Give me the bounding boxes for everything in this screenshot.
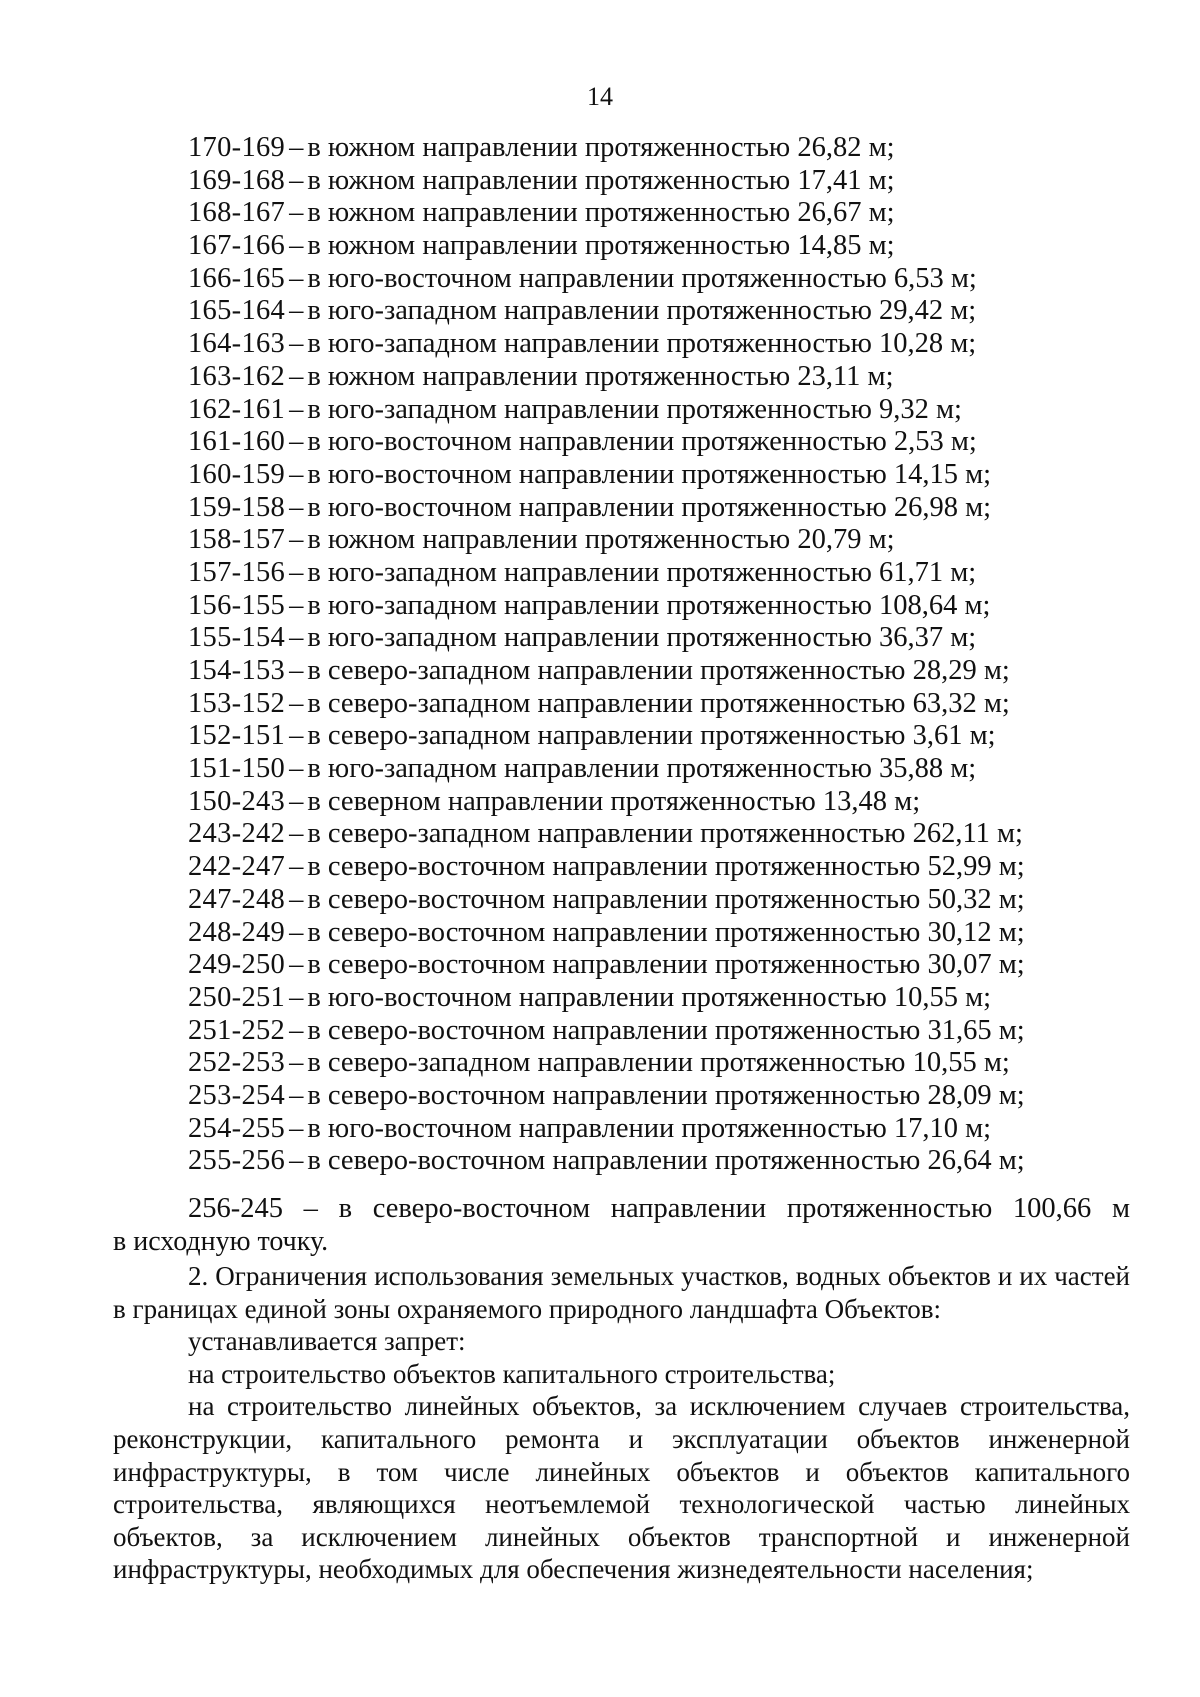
segment-code: 150-243 (188, 785, 286, 817)
restrictions-section (113, 1260, 1130, 1586)
segment-line (188, 818, 1088, 851)
segment-line (188, 851, 1088, 884)
ban-item: на строительство объектов капитального строительства; (188, 1358, 836, 1389)
segment-dash: – (289, 1079, 304, 1111)
final-segment-continuation: в исходную точку. (113, 1225, 329, 1257)
segment-code: 254-255 (188, 1112, 286, 1144)
segment-code: 151-150 (188, 753, 286, 785)
segment-description: в юго-западном направлении протяженностью 36,37 м; (307, 622, 977, 654)
segment-code: 153-152 (188, 687, 286, 719)
segment-line (188, 590, 1088, 623)
segment-description: в северо-восточном направлении протяженностью 30,07 м; (307, 949, 1025, 981)
segment-description: в северо-восточном направлении протяженностью 26,64 м; (307, 1145, 1025, 1177)
segment-dash: – (289, 785, 304, 817)
segment-dash: – (289, 622, 304, 654)
segment-dash: – (289, 851, 304, 883)
segment-description: в юго-западном направлении протяженностью 108,64 м; (307, 589, 991, 621)
segment-description: в северо-восточном направлении протяженностью 52,99 м; (307, 851, 1025, 883)
final-segment-word: направлении (610, 1193, 767, 1224)
segment-description: в юго-западном направлении протяженностью 61,71 м; (307, 556, 977, 588)
segment-description: в юго-восточном направлении протяженностью 26,98 м; (307, 491, 992, 523)
segment-dash: – (289, 556, 304, 588)
segment-description: в северо-восточном направлении протяженностью 30,12 м; (307, 916, 1025, 948)
segment-dash: – (289, 753, 304, 785)
segment-code: 167-166 (188, 230, 286, 262)
segment-description: в северо-западном направлении протяженностью 3,61 м; (307, 720, 996, 752)
final-segment-word: протяженностью (786, 1193, 993, 1224)
final-segment-word: в (338, 1193, 353, 1224)
segment-description: в северо-восточном направлении протяженностью 50,32 м; (307, 883, 1025, 915)
segment-description: в юго-восточном направлении протяженностью 6,53 м; (307, 262, 977, 294)
segment-line (188, 917, 1088, 950)
segment-line (188, 295, 1088, 328)
segment-dash: – (289, 1112, 304, 1144)
segment-line (188, 1047, 1088, 1080)
segment-dash: – (289, 524, 304, 556)
segment-dash: – (289, 720, 304, 752)
segment-code: 243-242 (188, 818, 286, 850)
segment-dash: – (289, 360, 304, 392)
segment-description: в северо-восточном направлении протяженностью 28,09 м; (307, 1079, 1025, 1111)
segment-description: в южном направлении протяженностью 26,82 м; (307, 132, 895, 163)
segment-line (188, 263, 1088, 296)
segment-dash: – (289, 589, 304, 621)
segment-code: 255-256 (188, 1145, 286, 1177)
segment-code: 170-169 (188, 132, 286, 163)
segment-dash: – (289, 818, 304, 850)
segment-line (188, 459, 1088, 492)
segment-code: 158-157 (188, 524, 286, 556)
segment-line (188, 720, 1088, 753)
segment-description: в южном направлении протяженностью 14,85 м; (307, 230, 895, 262)
segment-description: в северо-западном направлении протяженностью 10,55 м; (307, 1047, 1010, 1079)
segment-code: 169-168 (188, 164, 286, 196)
segment-line (188, 1015, 1088, 1048)
segment-dash: – (289, 230, 304, 262)
final-segment-word: северо-восточном (372, 1193, 591, 1224)
segment-description: в северном направлении протяженностью 13,48 м; (307, 785, 921, 817)
segment-dash: – (289, 655, 304, 686)
segment-dash: – (289, 949, 304, 981)
segment-dash: – (289, 426, 304, 458)
ban-intro: устанавливается запрет: (188, 1326, 466, 1357)
segment-description: в северо-восточном направлении протяженностью 31,65 м; (307, 1014, 1025, 1046)
segment-description: в юго-западном направлении протяженностью 35,88 м; (307, 753, 977, 785)
segment-code: 250-251 (188, 981, 286, 1013)
segment-description: в северо-западном направлении протяженностью 262,11 м; (307, 818, 1023, 850)
segment-description: в южном направлении протяженностью 20,79 м; (307, 524, 895, 556)
segment-code: 155-154 (188, 622, 286, 654)
segment-line (188, 426, 1088, 459)
restrictions-heading: 2. Ограничения использования земельных участков, водных объектов и их частей в границах единой зоны охраняемого природного ландшафта Объектов: (113, 1261, 1130, 1324)
segment-description: в южном направлении протяженностью 17,41 м; (307, 164, 895, 196)
segment-description: в северо-западном направлении протяженностью 28,29 м; (307, 655, 1010, 686)
segment-dash: – (289, 197, 304, 229)
segment-line (188, 524, 1088, 557)
segment-description: в северо-западном направлении протяженностью 63,32 м; (307, 687, 1010, 719)
segment-line (188, 557, 1088, 590)
segment-line (188, 1080, 1088, 1113)
segment-line (188, 655, 1088, 688)
segment-dash: – (289, 458, 304, 490)
segment-code: 154-153 (188, 655, 286, 686)
final-segment-word: – (303, 1193, 318, 1224)
segment-code: 249-250 (188, 949, 286, 981)
segment-line (188, 884, 1088, 917)
segment-line (188, 786, 1088, 819)
segment-code: 251-252 (188, 1014, 286, 1046)
segment-dash: – (289, 916, 304, 948)
final-segment-word: 256-245 (188, 1193, 283, 1224)
segment-description: в юго-западном направлении протяженностью 9,32 м; (307, 393, 962, 425)
segment-dash: – (289, 295, 304, 327)
segment-dash: – (289, 262, 304, 294)
segment-code: 160-159 (188, 458, 286, 490)
segment-code: 168-167 (188, 197, 286, 229)
segment-description: в юго-западном направлении протяженностью 10,28 м; (307, 328, 977, 360)
final-segment-word: 100,66 (1012, 1193, 1092, 1224)
segment-description: в южном направлении протяженностью 23,11 м; (307, 360, 894, 392)
segment-code: 253-254 (188, 1079, 286, 1111)
ban-item: на строительство линейных объектов, за исключением случаев строительства, реконструкции, капитального ремонта и эксплуатации объектов инженерной инфраструктуры, в том числе линейных объектов и объектов капитального строительства, являющихся неотъемлемой технологической частью линейных объектов, за исключением линейных объектов транспортной и инженерной инфраструктуры, необходимых для обеспечения жизнедеятельности населения; (113, 1391, 1130, 1585)
segment-description: в юго-восточном направлении протяженностью 14,15 м; (307, 458, 992, 490)
segment-description: в юго-восточном направлении протяженностью 2,53 м; (307, 426, 977, 458)
segment-code: 248-249 (188, 916, 286, 948)
segment-line (188, 982, 1088, 1015)
segment-dash: – (289, 687, 304, 719)
segment-description: в юго-восточном направлении протяженностью 10,55 м; (307, 981, 992, 1013)
segment-code: 162-161 (188, 393, 286, 425)
segment-line (188, 1113, 1088, 1146)
segment-line (188, 949, 1088, 982)
segment-line (188, 165, 1088, 198)
segment-code: 242-247 (188, 851, 286, 883)
segment-dash: – (289, 1014, 304, 1046)
segment-code: 252-253 (188, 1047, 286, 1079)
segment-code: 247-248 (188, 883, 286, 915)
final-segment-line (113, 1193, 1130, 1226)
segment-code: 164-163 (188, 328, 286, 360)
segment-line (188, 492, 1088, 525)
segment-code: 157-156 (188, 556, 286, 588)
segment-line (188, 1145, 1088, 1178)
segment-dash: – (289, 328, 304, 360)
segment-code: 152-151 (188, 720, 286, 752)
segment-code: 156-155 (188, 589, 286, 621)
segment-description: в юго-восточном направлении протяженностью 17,10 м; (307, 1112, 992, 1144)
segment-dash: – (289, 132, 304, 163)
segment-line (188, 132, 1088, 165)
segment-description: в южном направлении протяженностью 26,67 м; (307, 197, 895, 229)
segment-line (188, 394, 1088, 427)
segment-line (188, 688, 1088, 721)
segment-code: 159-158 (188, 491, 286, 523)
segment-line (188, 361, 1088, 394)
segment-line (188, 622, 1088, 655)
segment-code: 166-165 (188, 262, 286, 294)
segment-dash: – (289, 1047, 304, 1079)
segment-code: 163-162 (188, 360, 286, 392)
segment-code: 165-164 (188, 295, 286, 327)
segment-line (188, 197, 1088, 230)
boundary-segments-list (188, 132, 1088, 1178)
segment-description: в юго-западном направлении протяженностью 29,42 м; (307, 295, 977, 327)
segment-dash: – (289, 981, 304, 1013)
segment-dash: – (289, 491, 304, 523)
segment-dash: – (289, 393, 304, 425)
final-segment (113, 1193, 1130, 1258)
page-number: 14 (587, 82, 613, 111)
segment-dash: – (289, 1145, 304, 1177)
segment-line (188, 753, 1088, 786)
segment-dash: – (289, 164, 304, 196)
segment-line (188, 328, 1088, 361)
segment-dash: – (289, 883, 304, 915)
segment-line (188, 230, 1088, 263)
final-segment-word: м (1111, 1193, 1130, 1224)
segment-code: 161-160 (188, 426, 286, 458)
